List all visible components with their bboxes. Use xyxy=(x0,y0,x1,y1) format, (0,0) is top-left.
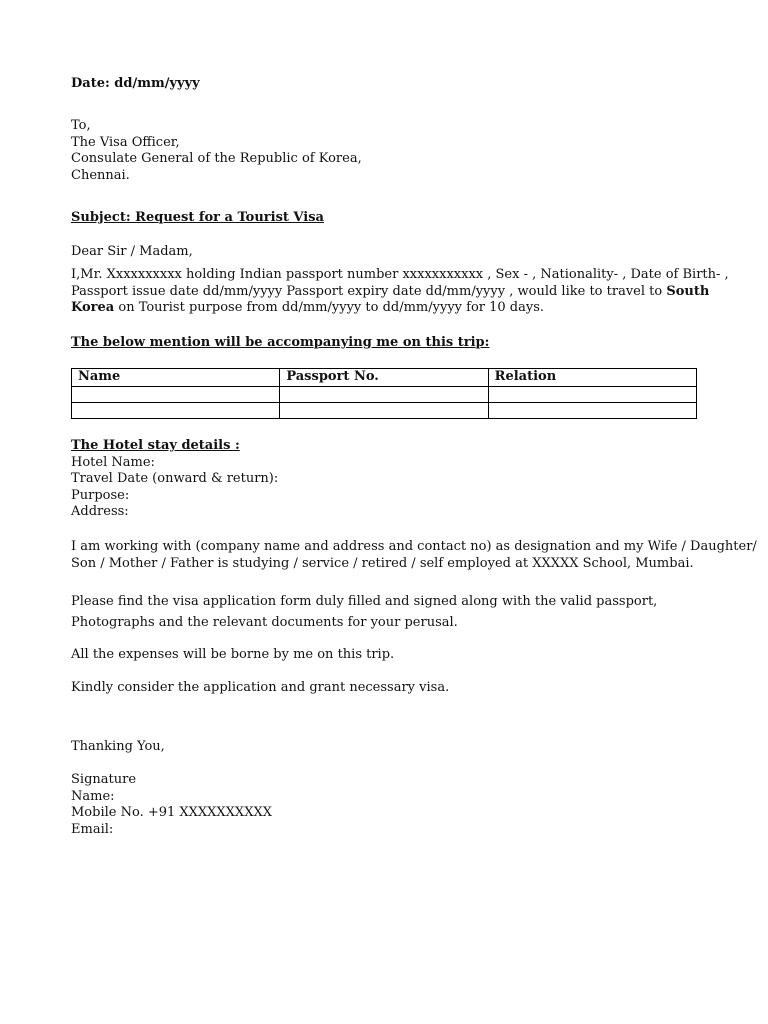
documents-paragraph xyxy=(71,592,711,633)
column-header-name: Name xyxy=(72,369,280,387)
table-cell xyxy=(72,386,280,402)
date-line: Date: dd/mm/yyyy xyxy=(71,76,200,91)
table-cell xyxy=(280,402,488,418)
salutation-block xyxy=(71,244,711,261)
request-line: Kindly consider the application and grant necessary visa. xyxy=(71,680,450,695)
intro-line-3 xyxy=(71,300,711,317)
subject-line: Subject: Request for a Tourist Visa xyxy=(71,210,324,225)
hotel-field: Address: xyxy=(71,504,129,519)
signature-line: Name: xyxy=(71,788,115,804)
column-header-relation: Relation xyxy=(488,369,696,387)
address-line: The Visa Officer, xyxy=(71,134,180,150)
accompany-heading-block xyxy=(71,335,711,352)
hotel-details xyxy=(71,438,711,521)
table-row xyxy=(72,402,697,418)
date-line-block xyxy=(71,76,711,93)
request-block xyxy=(71,680,711,697)
signature-line: Mobile No. +91 XXXXXXXXXX xyxy=(71,805,272,820)
documents-line: Photographs and the relevant documents for your perusal. xyxy=(71,614,458,630)
subject-block xyxy=(71,210,711,227)
intro-line-2 xyxy=(71,284,711,301)
hotel-field: Travel Date (onward & return): xyxy=(71,471,279,486)
employment-line: Son / Mother / Father is studying / service / retired / self employed at XXXXX School, Mumbai. xyxy=(71,555,694,571)
intro-line-1: I,Mr. Xxxxxxxxxx holding Indian passport number xxxxxxxxxxx , Sex - , Nationality- , Date of Birth- , xyxy=(71,267,729,282)
employment-paragraph xyxy=(71,539,757,572)
signature-line: Signature xyxy=(71,772,137,787)
table-cell xyxy=(72,402,280,418)
table-row xyxy=(72,386,697,402)
address-line: Chennai. xyxy=(71,167,130,183)
destination-korea: Korea xyxy=(71,300,115,315)
employment-line: I am working with (company name and address and contact no) as designation and my Wife / Daughter/ xyxy=(71,539,757,554)
closing-block xyxy=(71,739,711,756)
hotel-heading: The Hotel stay details : xyxy=(71,438,240,453)
table-header-row xyxy=(72,369,697,387)
table-cell xyxy=(488,402,696,418)
recipient-address xyxy=(71,118,711,184)
table-cell xyxy=(488,386,696,402)
address-line: Consulate General of the Republic of Korea, xyxy=(71,151,362,166)
closing-line: Thanking You, xyxy=(71,739,165,754)
intro-line-3-text: on Tourist purpose from dd/mm/yyyy to dd/mm/yyyy for 10 days. xyxy=(114,300,545,315)
address-line: To, xyxy=(71,118,91,133)
hotel-field: Hotel Name: xyxy=(71,454,155,470)
expenses-line: All the expenses will be borne by me on this trip. xyxy=(71,647,395,662)
signature-block xyxy=(71,772,711,838)
companions-table xyxy=(71,368,697,419)
intro-paragraph xyxy=(71,267,729,317)
expenses-block xyxy=(71,647,711,664)
destination-south: South xyxy=(666,283,710,299)
signature-line: Email: xyxy=(71,821,114,837)
table-cell xyxy=(280,386,488,402)
salutation: Dear Sir / Madam, xyxy=(71,244,193,259)
documents-line: Please find the visa application form duly filled and signed along with the valid passport, xyxy=(71,594,658,609)
accompany-heading: The below mention will be accompanying me on this trip: xyxy=(71,335,490,350)
hotel-field: Purpose: xyxy=(71,487,130,503)
intro-line-2-text: Passport issue date dd/mm/yyyy Passport expiry date dd/mm/yyyy , would like to travel to xyxy=(71,283,667,299)
column-header-passport: Passport No. xyxy=(280,369,488,387)
